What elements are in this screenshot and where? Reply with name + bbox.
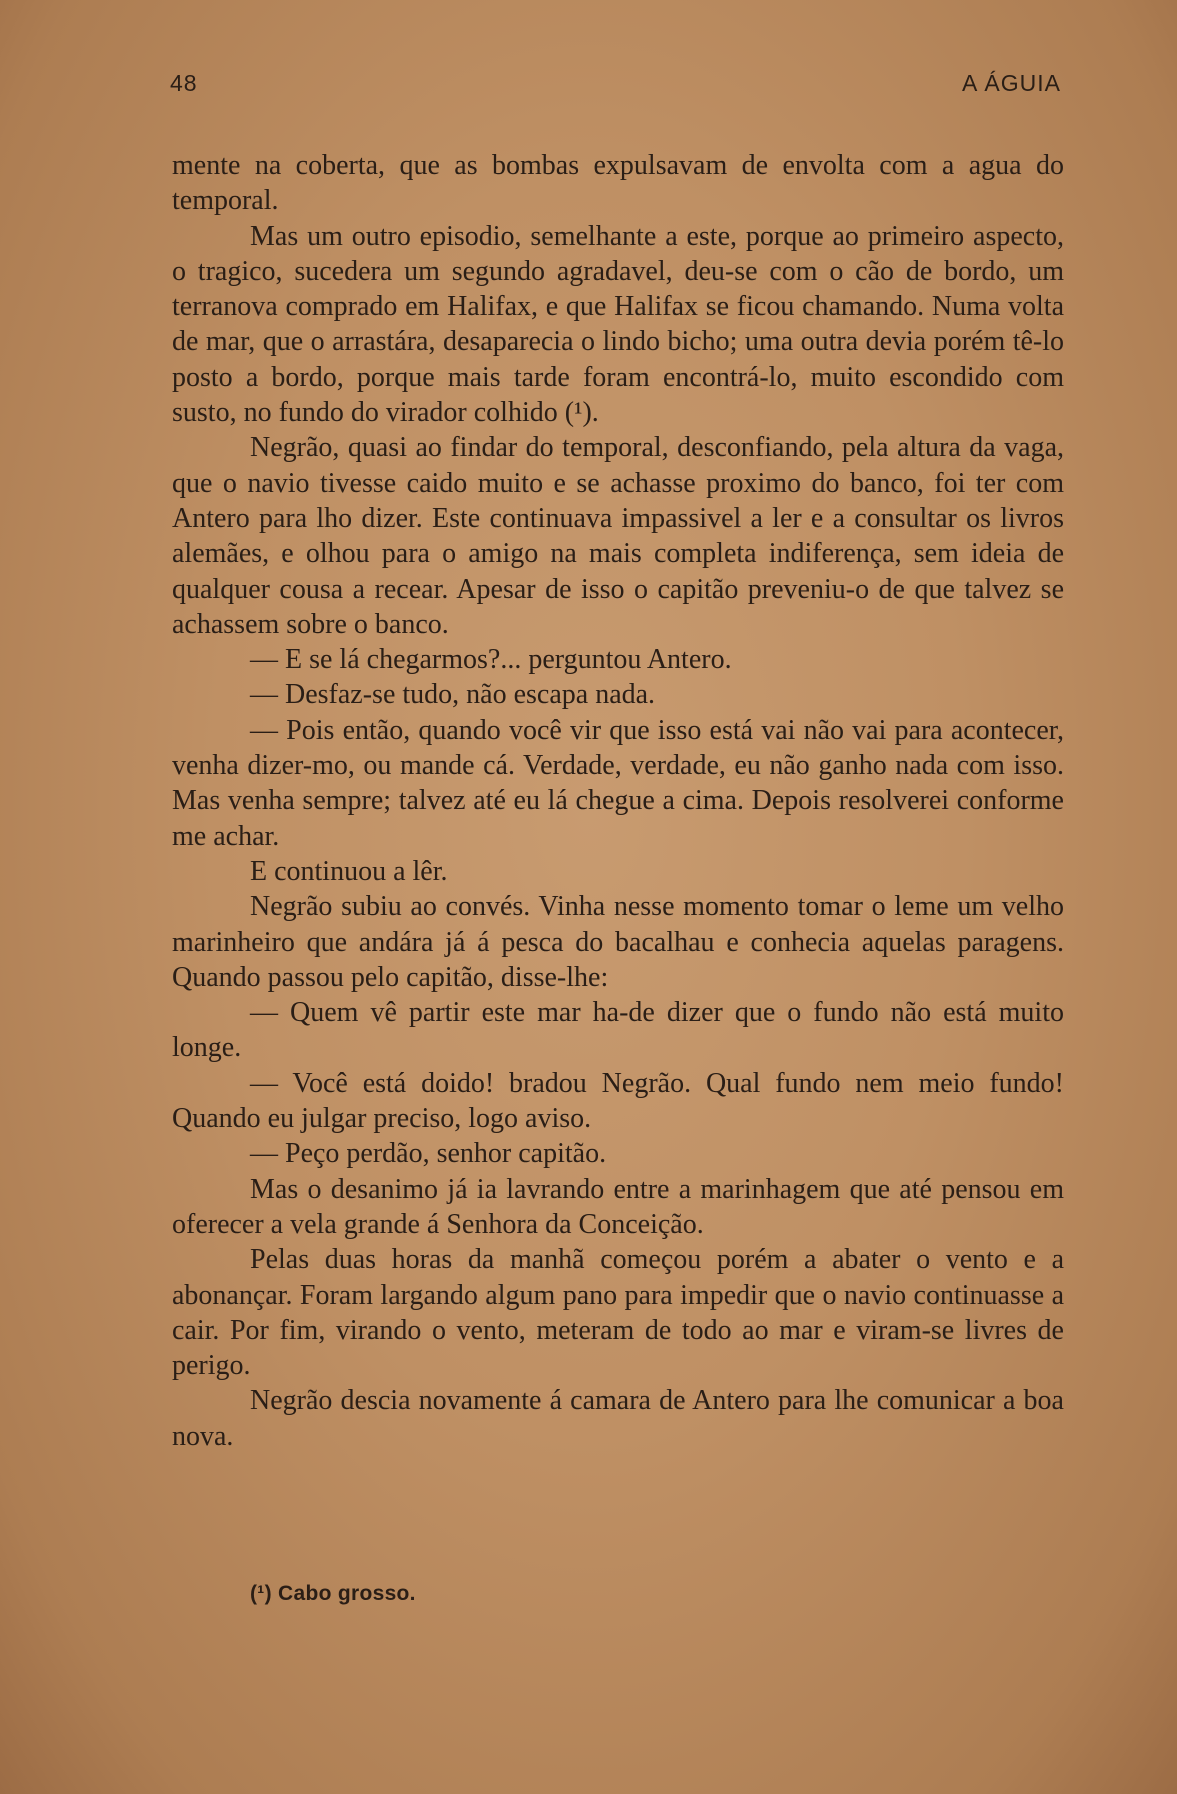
paragraph-narration: Pelas duas horas da manhã começou porém a abater o vento e a abonançar. Foram largando algum pano para impedir que o navio continuasse a cair. Por fim, virando o vento, meteram de todo ao mar e viram-se livres de perigo.: [172, 1244, 1064, 1382]
paragraph-narration: Mas o desanimo já ia lavrando entre a marinhagem que até pensou em oferecer a vela grande á Senhora da Conceição.: [172, 1173, 1064, 1240]
footnote-mark: (¹): [250, 1582, 272, 1605]
paragraph-negrao-warning: Negrão, quasi ao findar do temporal, desconfiando, pela altura da vaga, que o navio tivesse caido muito e se achasse proximo do banco, foi ter com Antero para lho dizer. Este continuava impassivel a ler e a consultar os livros alemães, e olhou para o amigo na mais completa indiferença, sem ideia de qualquer cousa a recear. Apesar de isso o capitão preveniu-o de que talvez se achassem sobre o banco.: [172, 432, 1064, 640]
paragraph-narration: E continuou a lêr.: [250, 855, 448, 887]
dialog-line: — Quem vê partir este mar ha-de dizer que o fundo não está muito longe.: [172, 997, 1064, 1064]
footnote-text: Cabo grosso.: [278, 1582, 416, 1605]
running-title: A ÁGUIA: [961, 70, 1061, 96]
dialog-line: — Pois então, quando você vir que isso está vai não vai para acontecer, venha dizer-mo, ou mande cá. Verdade, verdade, eu não ganho nada com isso. Mas venha sempre; talvez até eu lá chegue a cima. Depois resolverei conforme me achar.: [172, 714, 1064, 852]
body-text: [172, 148, 1064, 1454]
paragraph-narration: Negrão subiu ao convés. Vinha nesse momento tomar o leme um velho marinheiro que andára já á pesca do bacalhau e conhecia aquelas paragens. Quando passou pelo capitão, disse-lhe:: [172, 891, 1064, 993]
paragraph-text: Mas um outro episodio, semelhante a este, porque ao primeiro aspecto, o tragico, sucedera um segundo agradavel, deu-se com o cão de bordo, um terranova comprado em Halifax, e que Halifax se ficou chamando. Numa volta de mar, que o arrastára, desaparecia o lindo bicho; uma outra devia porém tê-lo posto a bordo, porque mais tarde foram encontrá-lo, muito escondido com susto, no fundo do virador colhido: [172, 220, 1064, 429]
dialog-line: — Peço perdão, senhor capitão.: [250, 1138, 607, 1170]
page-number: 48: [170, 70, 198, 96]
paragraph-dog-episode: [172, 219, 1064, 431]
page-header: [170, 70, 1061, 100]
paragraph-narration: Negrão descia novamente á camara de Antero para lhe comunicar a boa nova.: [172, 1385, 1064, 1452]
dialog-line: — Desfaz-se tudo, não escapa nada.: [250, 679, 656, 711]
paragraph-continuation: mente na coberta, que as bombas expulsavam de envolta com a agua do temporal.: [172, 150, 1064, 217]
footnote-reference: (¹): [564, 397, 592, 429]
footnote: [250, 1582, 416, 1606]
dialog-line: — Você está doido! bradou Negrão. Qual fundo nem meio fundo! Quando eu julgar preciso, logo aviso.: [172, 1067, 1064, 1135]
dialog-line: — E se lá chegarmos?... perguntou Antero.: [250, 644, 732, 676]
sentence-end: .: [591, 397, 599, 429]
